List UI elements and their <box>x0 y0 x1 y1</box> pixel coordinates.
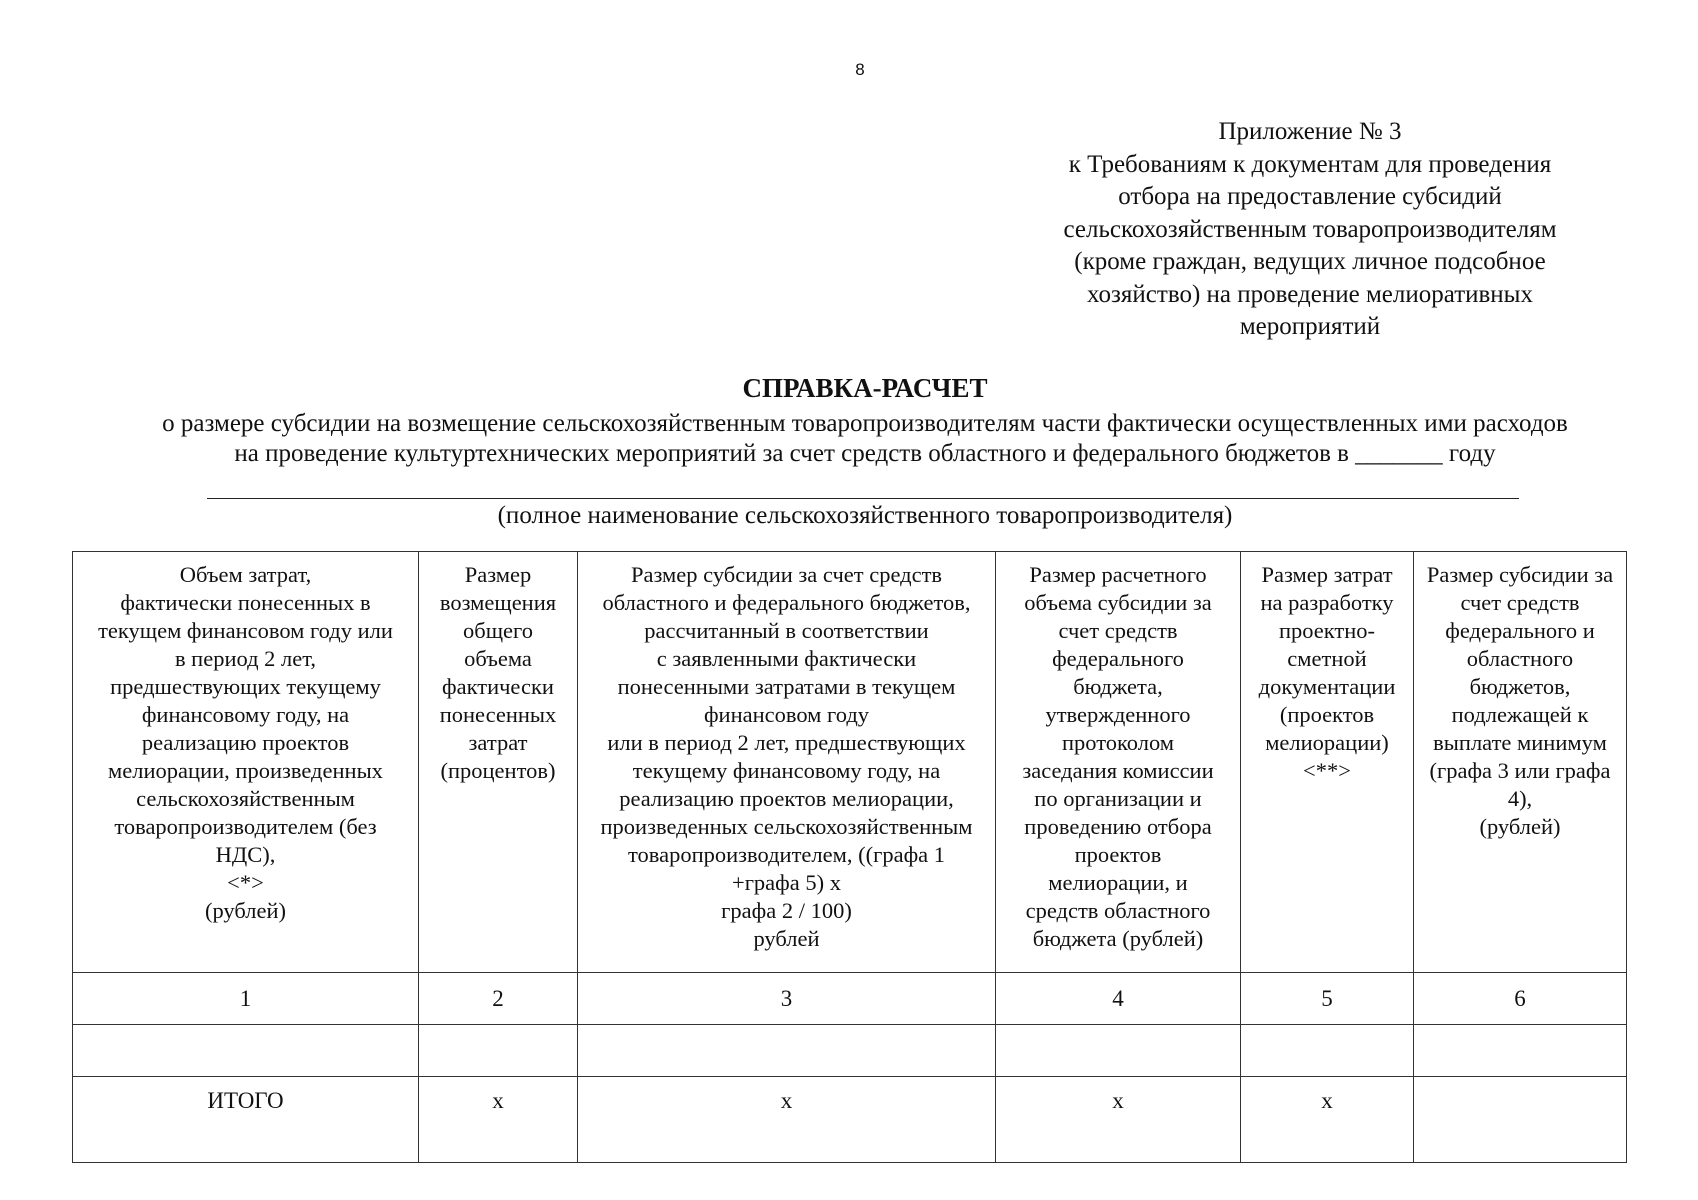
empty-cell <box>578 1025 996 1077</box>
appendix-line: мероприятий <box>1239 313 1381 340</box>
header-line: (проектов <box>1279 702 1375 727</box>
header-line: понесенных <box>439 702 557 727</box>
empty-cell <box>73 1025 419 1077</box>
data-entry-row <box>73 1025 1627 1077</box>
header-line: подлежащей к <box>1451 702 1589 727</box>
header-line: (рублей) <box>204 898 287 923</box>
header-cell-column-4 <box>996 552 1241 973</box>
header-line: общего <box>463 618 533 643</box>
header-line: реализацию проектов <box>141 730 350 755</box>
header-line: произведенных сельскохозяйственным <box>600 814 973 839</box>
header-line: федерального и <box>1445 618 1595 643</box>
header-line: средств областного <box>1025 898 1211 923</box>
header-line: <**> <box>1303 758 1351 783</box>
header-line: объема <box>464 646 532 671</box>
header-line: Размер субсидии за <box>1426 562 1614 587</box>
header-line: счет средств <box>1058 618 1178 643</box>
header-line: проектов <box>1074 842 1162 867</box>
header-line: объема субсидии за <box>1024 590 1212 615</box>
total-cell: x <box>578 1077 996 1163</box>
header-line: +графа 5) x <box>732 870 841 895</box>
header-line: Размер <box>464 562 532 587</box>
header-cell-column-5 <box>1241 552 1414 973</box>
header-line: понесенными затратами в текущем <box>617 674 956 699</box>
header-line: текущем финансовом году или <box>98 618 393 643</box>
header-line: бюджета, <box>1073 674 1163 699</box>
subtitle-line: на проведение культуртехнических мероприятий за счет средств областного и федерального бюджетов в _______ году <box>234 440 1496 467</box>
header-line: Размер субсидии за счет средств <box>630 562 943 587</box>
total-cell <box>1414 1077 1627 1163</box>
column-number-row <box>73 973 1627 1025</box>
header-line: Размер затрат <box>1261 562 1393 587</box>
header-line: затрат <box>468 730 528 755</box>
header-line: реализацию проектов мелиорации, <box>619 786 954 811</box>
header-line: федерального <box>1052 646 1184 671</box>
header-line: протоколом <box>1061 730 1175 755</box>
appendix-heading <box>1010 116 1610 344</box>
empty-cell <box>1241 1025 1414 1077</box>
header-line: по организации и <box>1034 786 1202 811</box>
column-number-cell: 3 <box>578 973 996 1025</box>
total-row <box>73 1077 1627 1163</box>
header-line: мелиорации, и <box>1048 870 1188 895</box>
header-line: (процентов) <box>440 758 556 783</box>
header-line: мелиорации) <box>1265 730 1389 755</box>
header-line: счет средств <box>1460 590 1580 615</box>
header-line: документации <box>1258 674 1396 699</box>
empty-cell <box>996 1025 1241 1077</box>
header-line: областного и федерального бюджетов, <box>602 590 971 615</box>
header-line: выплате минимум <box>1433 730 1607 755</box>
header-line: или в период 2 лет, предшествующих <box>607 730 966 755</box>
column-number-cell: 6 <box>1414 973 1627 1025</box>
header-line: областного <box>1466 646 1574 671</box>
page-number: 8 <box>855 60 865 79</box>
header-line: проектно- <box>1278 618 1376 643</box>
column-number-cell: 4 <box>996 973 1241 1025</box>
header-line: на разработку <box>1260 590 1394 615</box>
column-number-cell: 5 <box>1241 973 1414 1025</box>
empty-cell <box>419 1025 578 1077</box>
header-line: утвержденного <box>1045 702 1191 727</box>
header-line: (графа 3 или графа <box>1429 758 1611 783</box>
header-line: предшествующих текущему <box>110 674 381 699</box>
header-line: рублей <box>753 926 820 951</box>
header-line: в период 2 лет, <box>174 646 317 671</box>
producer-name-caption: (полное наименование сельскохозяйственного товаропроизводителя) <box>497 502 1233 529</box>
header-line: финансовом году <box>703 702 870 727</box>
header-line: текущему финансовому году, на <box>632 758 941 783</box>
total-cell: x <box>419 1077 578 1163</box>
appendix-line: к Требованиям к документам для проведения <box>1068 150 1552 178</box>
total-label-cell: ИТОГО <box>73 1077 419 1163</box>
header-cell-column-1 <box>73 552 419 973</box>
header-line: <*> <box>227 870 264 895</box>
total-cell: x <box>996 1077 1241 1163</box>
header-line: рассчитанный в соответствии <box>644 618 929 643</box>
producer-name-blank-line <box>207 498 1519 499</box>
header-line: фактически понесенных в <box>120 590 371 615</box>
header-line: финансовому году, на <box>141 702 350 727</box>
document-title: СПРАВКА-РАСЧЕТ <box>742 373 988 403</box>
header-line: НДС), <box>215 842 276 867</box>
header-line: графа 2 / 100) <box>721 898 852 923</box>
header-line: возмещения <box>439 590 557 615</box>
header-line: бюджета (рублей) <box>1032 926 1204 951</box>
subtitle-line: о размере субсидии на возмещение сельскохозяйственным товаропроизводителям части фактически осуществленных ими расходов <box>162 410 1568 437</box>
header-line: 4), <box>1507 786 1533 811</box>
appendix-line: сельскохозяйственным товаропроизводителям <box>1063 215 1557 243</box>
appendix-line: (кроме граждан, ведущих личное подсобное <box>1074 248 1546 275</box>
header-line: сельскохозяйственным <box>136 786 355 811</box>
appendix-line: хозяйство) на проведение мелиоративных <box>1087 280 1533 308</box>
header-line: сметной <box>1287 646 1367 671</box>
header-line: бюджетов, <box>1469 674 1571 699</box>
header-cell-column-6 <box>1414 552 1627 973</box>
calculation-table <box>72 551 1627 1163</box>
header-line: мелиорации, произведенных <box>108 758 383 783</box>
header-line: с заявленными фактически <box>656 646 917 671</box>
header-line: Размер расчетного <box>1029 562 1207 587</box>
header-line: Объем затрат, <box>179 562 312 587</box>
header-line: товаропроизводителем (без <box>114 814 377 839</box>
column-number-cell: 1 <box>73 973 419 1025</box>
table-header-row <box>73 552 1627 973</box>
header-cell-column-2 <box>419 552 578 973</box>
header-line: товаропроизводителем, ((графа 1 <box>627 842 946 867</box>
document-subtitle <box>0 409 1698 469</box>
header-line: проведению отбора <box>1024 814 1212 839</box>
appendix-line: Приложение № 3 <box>1218 118 1402 145</box>
header-line: (рублей) <box>1479 814 1561 839</box>
header-line: заседания комиссии <box>1022 758 1214 783</box>
total-cell: x <box>1241 1077 1414 1163</box>
appendix-line: отбора на предоставление субсидий <box>1118 183 1502 210</box>
empty-cell <box>1414 1025 1627 1077</box>
header-cell-column-3 <box>578 552 996 973</box>
header-line: фактически <box>442 674 554 699</box>
column-number-cell: 2 <box>419 973 578 1025</box>
